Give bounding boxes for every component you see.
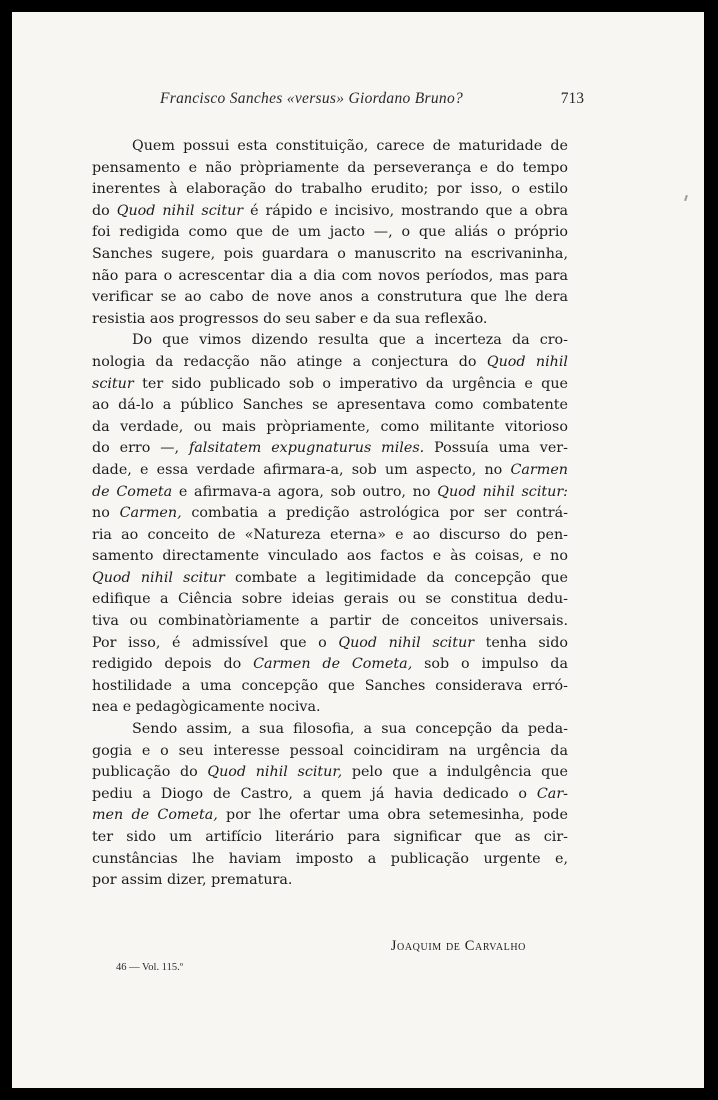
body-line: tiva ou combinatòriamente a partir de conceitos universais. [92,613,568,630]
body-line: Do que vimos dizendo resulta que a incerteza da cro- [132,332,568,349]
author-signature: Joaquim de Carvalho [390,938,526,954]
body-line: resistia aos progressos do seu saber e da sua reflexão. [92,310,488,327]
body-line: da verdade, ou mais pròpriamente, como militante vitorioso [92,418,568,435]
body-line: Sendo assim, a sua filosofia, a sua concepção da peda- [132,721,568,738]
body-line: hostilidade a uma concepção que Sanches considerava erró- [92,677,568,694]
volume-footer: 46 — Vol. 115.º [116,962,183,973]
body-line: Quod nihil scitur combate a legitimidade da concepção que [92,569,568,586]
body-line: nologia da redacção não atinge a conjectura do Quod nihil [92,353,568,370]
body-line: publicação do Quod nihil scitur, pelo que a indulgência que [92,764,568,781]
page-number: 713 [560,90,584,107]
paper-speck [684,195,688,201]
article-body [92,136,568,892]
body-line: edifique a Ciência sobre ideias gerais ou se constitua dedu- [92,591,568,608]
body-line: do erro —, falsitatem expugnaturus miles. Possuía uma ver- [92,440,568,457]
body-line: por assim dizer, prematura. [92,872,293,889]
body-line: do Quod nihil scitur é rápido e incisivo, mostrando que a obra [92,202,568,219]
body-line: redigido depois do Carmen de Cometa, sob o impulso da [92,656,568,673]
book-page [12,12,704,1088]
body-line: ao dá-lo a público Sanches se apresentava como combatente [92,397,568,414]
body-line: cunstâncias lhe haviam imposto a publicação urgente e, [92,850,568,867]
body-line: nea e pedagògicamente nociva. [92,699,321,716]
body-line: não para o acrescentar dia a dia com novos períodos, mas para [92,267,568,284]
body-line: pediu a Diogo de Castro, a quem já havia dedicado o Car- [92,785,568,802]
body-line: ria ao conceito de «Natureza eterna» e ao discurso do pen- [92,526,568,543]
running-head [160,90,584,108]
body-line: verificar se ao cabo de nove anos a construtura que lhe dera [92,289,568,306]
body-line: Por isso, é admissível que o Quod nihil scitur tenha sido [92,634,568,651]
body-line: gogia e o seu interesse pessoal coincidiram na urgência da [92,742,568,759]
body-line: Quem possui esta constituição, carece de maturidade de [132,138,568,154]
body-line: scitur ter sido publicado sob o imperativo da urgência e que [92,375,568,392]
body-line: pensamento e não pròpriamente da perseverança e do tempo [92,159,568,176]
body-line: no Carmen, combatia a predição astrológica por ser contrá- [92,505,568,522]
body-line: dade, e essa verdade afirmara-a, sob um aspecto, no Carmen [92,461,568,478]
body-line: de Cometa e afirmava-a agora, sob outro, no Quod nihil scitur: [92,483,568,500]
body-line: foi redigida como que de um jacto —, o que aliás o próprio [92,224,568,241]
running-title: Francisco Sanches «versus» Giordano Bruno? [160,90,464,107]
body-line: samento directamente vinculado aos factos e às coisas, e no [92,548,568,565]
body-line: men de Cometa, por lhe ofertar uma obra setemesinha, pode [92,807,568,824]
body-line: inerentes à elaboração do trabalho erudito; por isso, o estilo [92,181,568,198]
body-line: ter sido um artifício literário para significar que as cir- [92,829,568,845]
body-line: Sanches sugere, pois guardara o manuscrito na escrivaninha, [92,245,568,262]
